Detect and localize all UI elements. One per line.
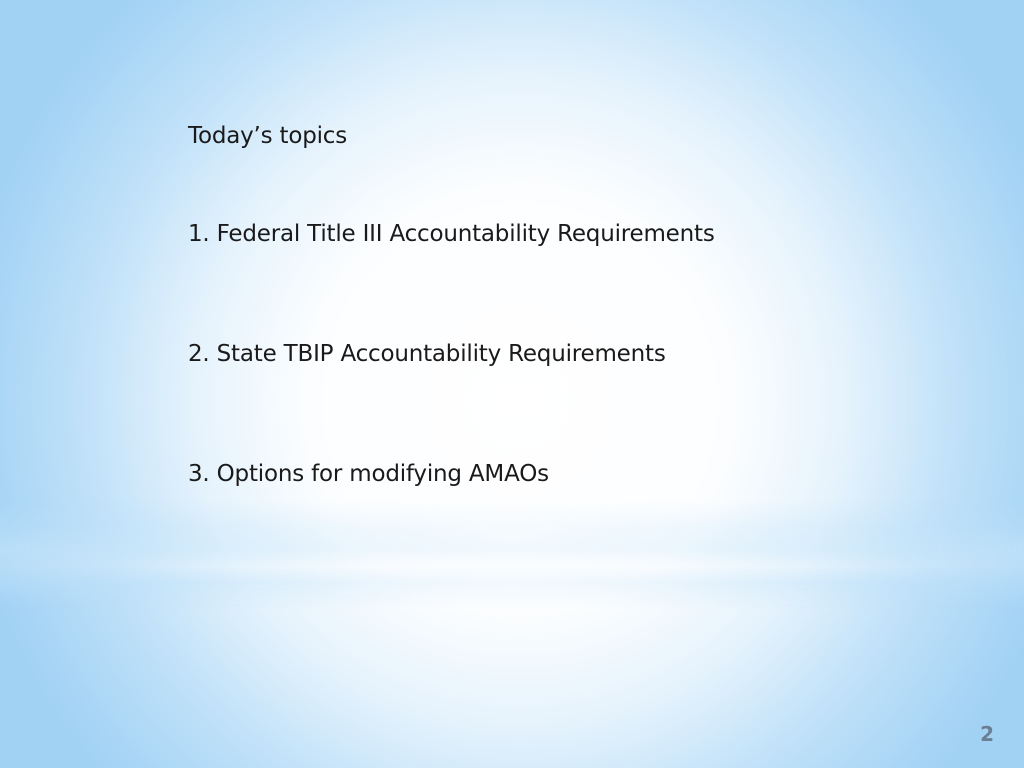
slide-number: 2 (980, 722, 994, 746)
topic-item-federal-title-iii: 1. Federal Title III Accountability Requirements (188, 221, 715, 247)
topic-item-amao-options: 3. Options for modifying AMAOs (188, 461, 549, 487)
topic-item-state-tbip: 2. State TBIP Accountability Requirements (188, 341, 666, 367)
slide-body (188, 118, 968, 492)
slide-heading: Today’s topics (188, 123, 348, 149)
background-horizon-band (0, 500, 1024, 610)
topic-list (188, 216, 968, 492)
